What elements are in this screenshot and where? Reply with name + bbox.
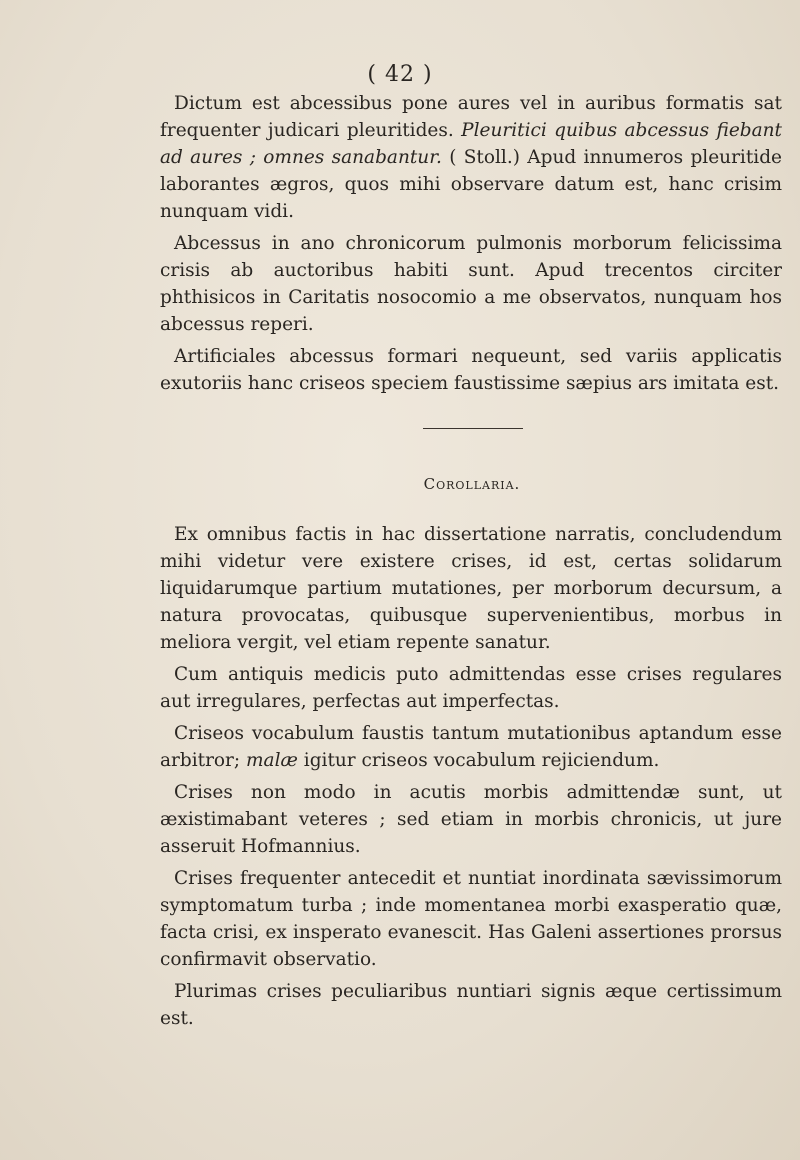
page-number: ( 42 ) bbox=[367, 62, 433, 87]
quotation-italic: Pleuritici quibus abcessus fiebant ad aures ; omnes sanabantur. bbox=[160, 120, 782, 168]
paragraph-corollary-1: Ex omnibus factis in hac dissertatione narratis, concludendum mihi videtur vere existere crises, id est, certas solidarum liquidarumque partium mutationes, per morborum decursum, a natura provocatas, quibusque supervenientibus, morbus in meliora vergit, vel etiam repente sanatur. bbox=[160, 524, 782, 653]
paragraph-pleuritides bbox=[160, 90, 782, 225]
paragraph-text: igitur criseos vocabulum rejiciendum. bbox=[297, 750, 660, 771]
section-heading: Corollaria. bbox=[423, 475, 521, 493]
paragraph-abcessus-ano: Abcessus in ano chronicorum pulmonis morborum felicissima crisis ab auctoribus habiti sunt. Apud trecentos circiter phthisicos in Caritatis nosocomio a me observatos, nunquam hos abcessus reperi. bbox=[160, 233, 782, 335]
paragraph-corollary-2: Cum antiquis medicis puto admittendas esse crises regulares aut irregulares, perfectas aut imperfectas. bbox=[160, 664, 782, 712]
paragraph-corollary-4: Crises non modo in acutis morbis admittendæ sunt, ut æxistimabant veteres ; sed etiam in morbis chronicis, ut jure asseruit Hofmannius. bbox=[160, 782, 782, 857]
paragraph-corollary-3 bbox=[160, 720, 782, 774]
italic-word: malæ bbox=[246, 750, 298, 771]
paragraph-text: ( Stoll.) Apud innumeros pleuritide laborantes ægros, quos mihi observare datum est, hanc crisim nunquam vidi. bbox=[160, 147, 782, 222]
paragraph-text: Dictum est abcessibus pone aures vel in auribus formatis sat frequenter judicari pleuritides. bbox=[160, 93, 782, 141]
section-divider bbox=[423, 428, 523, 429]
paragraph-corollary-5: Crises frequenter antecedit et nuntiat inordinata sævissimorum symptomatum turba ; inde momentanea morbi exasperatio quæ, facta crisi, ex insperato evanescit. Has Galeni assertiones prorsus confirmavit observatio. bbox=[160, 868, 782, 970]
paragraph-text: Criseos vocabulum faustis tantum mutationibus aptandum esse arbitror; bbox=[160, 723, 782, 771]
paragraph-corollary-6: Plurimas crises peculiaribus nuntiari signis æque certissimum est. bbox=[160, 981, 782, 1029]
section-abcessus bbox=[160, 90, 782, 402]
section-corollaria bbox=[160, 521, 782, 1037]
paragraph-artificiales: Artificiales abcessus formari nequeunt, sed variis applicatis exutoriis hanc criseos speciem faustissime sæpius ars imitata est. bbox=[160, 346, 782, 394]
